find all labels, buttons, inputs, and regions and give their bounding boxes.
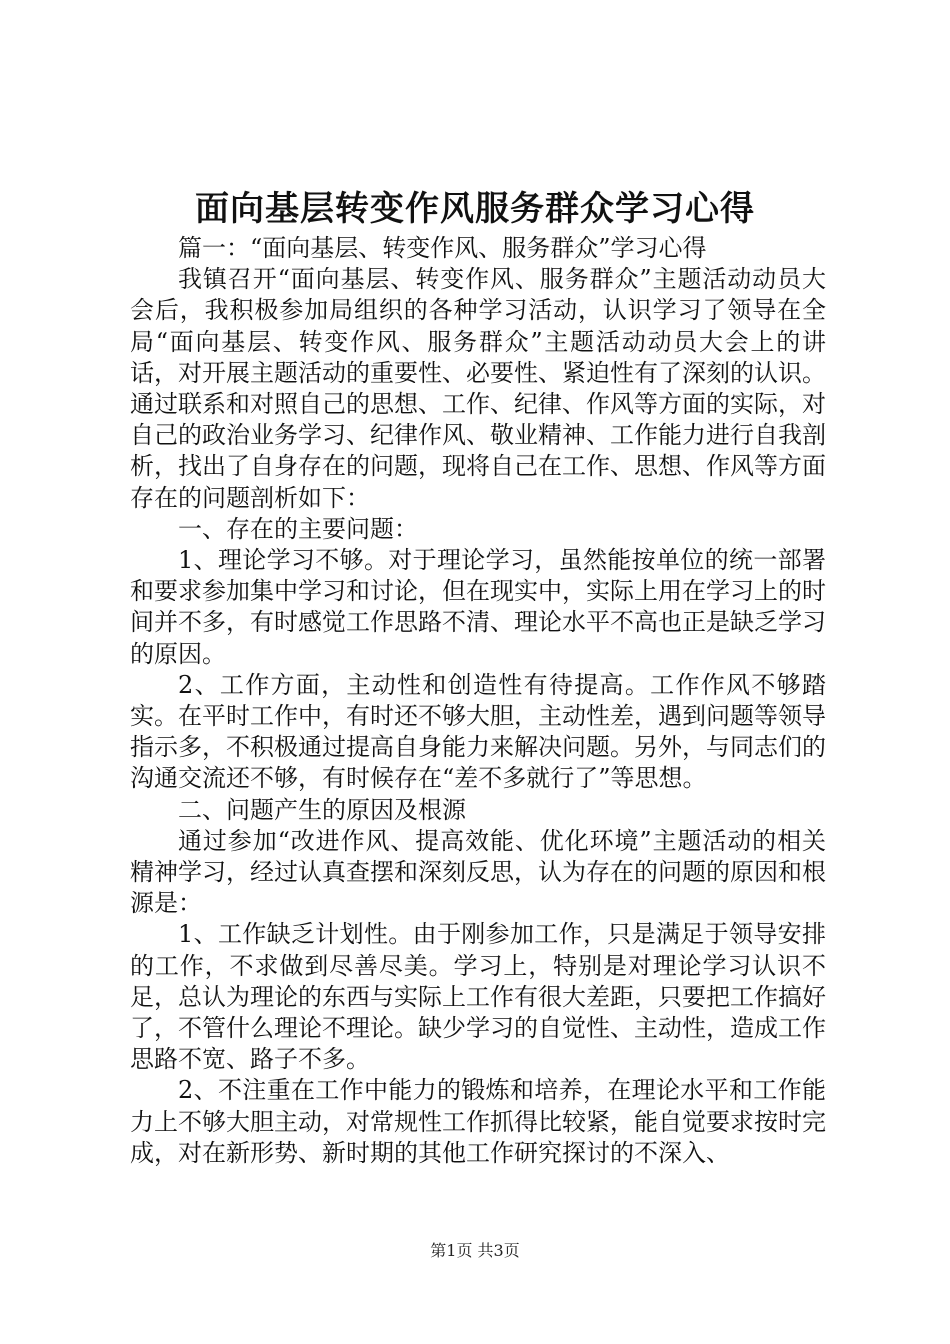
section-heading: 一、存在的主要问题： bbox=[178, 514, 418, 543]
document-body bbox=[130, 233, 826, 1169]
document-title: 面向基层转变作风服务群众学习心得 bbox=[195, 189, 755, 229]
page-footer: 第1页 共3页 bbox=[430, 1241, 520, 1260]
paragraph: 2、不注重在工作中能力的锻炼和培养，在理论水平和工作能力上不够大胆主动，对常规性工作抓得比较紧，能自觉要求按时完成，对在新形势、新时期的其他工作研究探讨的不深入、 bbox=[130, 1076, 826, 1167]
paragraph: 我镇召开“面向基层、转变作风、服务群众”主题活动动员大会后，我积极参加局组织的各种学习活动，认识学习了领导在全局“面向基层、转变作风、服务群众”主题活动动员大会上的讲话，对开展主题活动的重要性、必要性、紧迫性有了深刻的认识。通过联系和对照自己的思想、工作、纪律、作风等方面的实际，对自己的政治业务学习、纪律作风、敬业精神、工作能力进行自我剖析，找出了自身存在的问题，现将自己在工作、思想、作风等方面存在的问题剖析如下： bbox=[130, 265, 826, 512]
paragraph: 2、工作方面，主动性和创造性有待提高。工作作风不够踏实。在平时工作中，有时还不够大胆，主动性差，遇到问题等领导指示多，不积极通过提高自身能力来解决问题。另外，与同志们的沟通交流还不够，有时候存在“差不多就行了”等思想。 bbox=[130, 670, 826, 793]
paragraph: 通过参加“改进作风、提高效能、优化环境”主题活动的相关精神学习，经过认真查摆和深刻反思，认为存在的问题的原因和根源是： bbox=[130, 826, 826, 918]
paragraph: 1、工作缺乏计划性。由于刚参加工作，只是满足于领导安排的工作，不求做到尽善尽美。学习上，特别是对理论学习认识不足，总认为理论的东西与实际上工作有很大差距，只要把工作搞好了，不管什么理论不理论。缺少学习的自觉性、主动性，造成工作思路不宽、路子不多。 bbox=[130, 920, 826, 1074]
paragraph: 1、理论学习不够。对于理论学习，虽然能按单位的统一部署和要求参加集中学习和讨论，但在现实中，实际上用在学习上的时间并不多，有时感觉工作思路不清、理论水平不高也正是缺乏学习的原因。 bbox=[130, 546, 826, 668]
section-heading: 二、问题产生的原因及根源 bbox=[178, 795, 466, 824]
paragraph: 篇一：“面向基层、转变作风、服务群众”学习心得 bbox=[178, 234, 707, 262]
